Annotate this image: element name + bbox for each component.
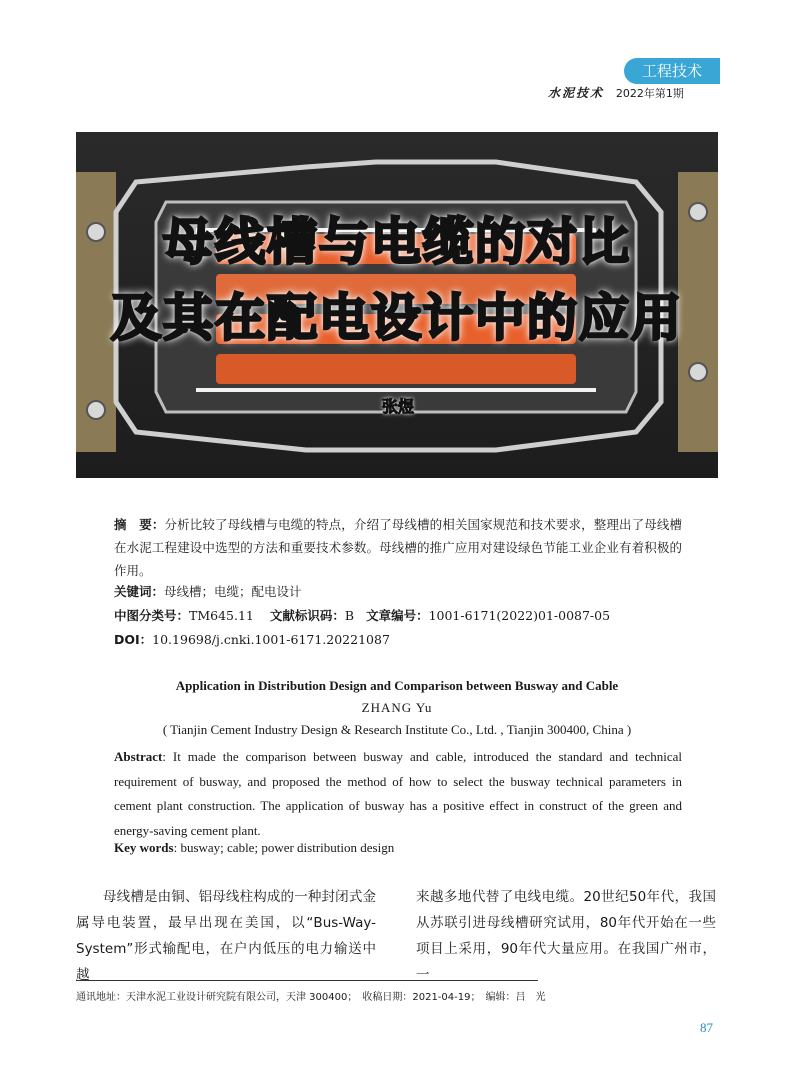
footnote: 通讯地址：天津水泥工业设计研究院有限公司，天津 300400； 收稿日期：2021-04-19； 编辑：吕 光 bbox=[76, 992, 546, 1003]
keywords-en-text: : busway; cable; power distribution design bbox=[173, 840, 395, 855]
issue-label: 2022年第1期 bbox=[615, 87, 684, 100]
abstract-cn-text: 分析比较了母线槽与电缆的特点，介绍了母线槽的相关国家规范和技术要求，整理出了母线槽在水泥工程建设中选型的方法和重要技术参数。母线槽的推广应用对建设绿色节能工业企业有着积极的作用。 bbox=[114, 517, 682, 578]
keywords-cn bbox=[114, 582, 302, 600]
english-affiliation: ( Tianjin Cement Industry Design & Research Institute Co., Ltd. , Tianjin 300400, China ) bbox=[162, 722, 632, 737]
english-title: Application in Distribution Design and Comparison between Busway and Cable bbox=[175, 678, 619, 693]
abstract-en-text: : It made the comparison between busway and cable, introduced the standard and technical requirement of busway, and proposed the method of how to select the busway technical parameters in cement plant construction. The application of busway has a positive effect in construct of the green and energy-saving cement plant. bbox=[114, 749, 682, 838]
footnote-divider bbox=[76, 980, 538, 981]
bolt-icon bbox=[689, 363, 707, 381]
journal-header bbox=[548, 84, 684, 101]
keywords-en bbox=[114, 840, 394, 856]
bolt-icon bbox=[87, 401, 105, 419]
article-no-value: 1001-6171(2022)01-0087-05 bbox=[428, 608, 611, 623]
doi-row bbox=[114, 630, 390, 648]
abstract-cn-label: 摘 要： bbox=[114, 517, 165, 532]
author-name: 张煜 bbox=[382, 397, 415, 416]
page-number: 87 bbox=[700, 1020, 713, 1035]
clc-value: TM645.11 bbox=[189, 608, 254, 623]
article-title-line-1: 母线槽与电缆的对比 bbox=[163, 213, 631, 271]
abstract-en-label: Abstract bbox=[114, 749, 163, 764]
keywords-cn-label: 关键词： bbox=[114, 584, 165, 599]
busbar bbox=[216, 354, 576, 384]
doi-label: DOI： bbox=[114, 632, 153, 647]
article-title-line-2: 及其在配电设计中的应用 bbox=[111, 289, 683, 347]
classification-row bbox=[114, 606, 610, 624]
section-tab: 工程技术 bbox=[624, 58, 720, 84]
journal-name: 水泥技术 bbox=[548, 86, 605, 100]
abstract-cn bbox=[114, 513, 682, 582]
keywords-en-label: Key words bbox=[114, 840, 174, 855]
doc-code-label: 文献标识码： bbox=[269, 608, 345, 623]
doc-code-value: B bbox=[344, 608, 355, 623]
abstract-en bbox=[114, 745, 682, 843]
article-no-label: 文章编号： bbox=[366, 608, 429, 623]
doi-value: 10.19698/j.cnki.1001-6171.20221087 bbox=[152, 632, 390, 647]
english-author: ZHANG Yu bbox=[361, 700, 433, 715]
keywords-cn-text: 母线槽；电缆；配电设计 bbox=[164, 584, 302, 599]
body-column-left: 母线槽是由铜、铝母线柱构成的一种封闭式金属导电装置，最早出现在美国，以“Bus-Way-System”形式输配电，在户内低压的电力输送中越 bbox=[76, 889, 376, 983]
insulation-layer bbox=[196, 388, 596, 392]
clc-label: 中图分类号： bbox=[114, 608, 190, 623]
body-column-right: 来越多地代替了电线电缆。20世纪50年代，我国从苏联引进母线槽研究试用，80年代开始在一些项目上采用，90年代大量应用。在我国广州市，一 bbox=[416, 889, 716, 983]
hero-image bbox=[76, 132, 718, 478]
